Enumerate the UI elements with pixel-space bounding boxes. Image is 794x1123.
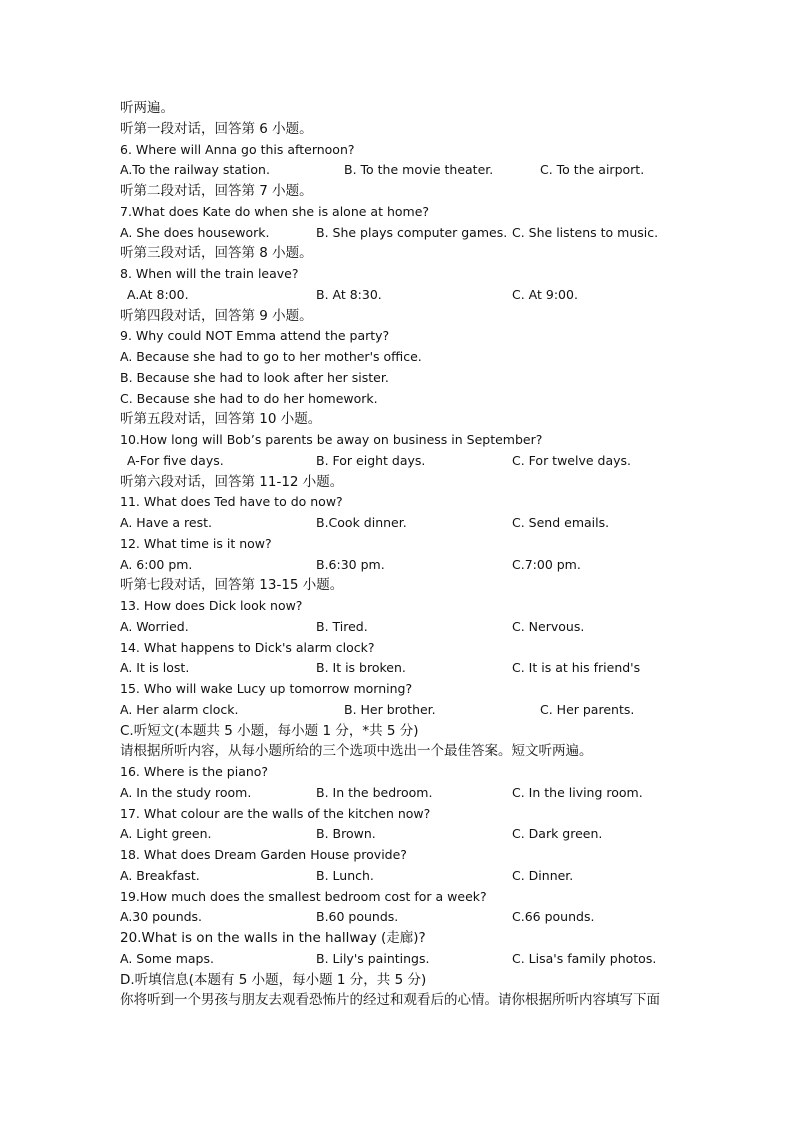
option-c: C. She listens to music. — [512, 224, 659, 240]
answer-options-row — [120, 658, 680, 678]
section-instruction — [120, 409, 680, 429]
option-c: C. Dinner. — [512, 867, 574, 883]
line-text: 8. When will the train leave? — [120, 266, 299, 281]
line-text: 你将听到一个男孩与朋友去观看恐怖片的经过和观看后的心情。请你根据所听内容填写下面 — [120, 992, 660, 1009]
option-a: A-For five days. — [127, 452, 224, 468]
section-instruction — [120, 990, 680, 1010]
line-text: 13. How does Dick look now? — [120, 598, 303, 613]
option-a: A.To the railway station. — [120, 162, 270, 178]
line-text: 听两遍。 — [120, 100, 174, 116]
option-c: C. Send emails. — [512, 515, 610, 530]
line-text: 14. What happens to Dick's alarm clock? — [120, 639, 375, 655]
section-instruction — [120, 472, 680, 492]
line-text: 18. What does Dream Garden House provide? — [120, 847, 407, 862]
section-instruction — [120, 306, 680, 326]
question-text — [120, 887, 680, 907]
question-text — [120, 430, 680, 450]
line-text: 20.What is on the walls in the hallway (走廊)? — [120, 930, 426, 946]
line-text: A. Because she had to go to her mother's office. — [120, 349, 422, 364]
line-text: 15. Who will wake Lucy up tomorrow morning? — [120, 681, 413, 696]
answer-options-row — [120, 907, 680, 927]
option-a: A. Her alarm clock. — [120, 701, 239, 717]
option-a: A. In the study room. — [120, 784, 252, 800]
option-c: C. Lisa's family photos. — [512, 950, 657, 966]
answer-options-row — [120, 824, 680, 844]
option-c: C. In the living room. — [512, 784, 643, 800]
option-b: B.60 pounds. — [316, 909, 399, 925]
line-text: 听第五段对话，回答第 10 小题。 — [120, 411, 322, 428]
option-a: A. 6:00 pm. — [120, 556, 193, 572]
option-b: B.6:30 pm. — [316, 556, 385, 572]
option-a: A. She does housework. — [120, 224, 270, 240]
line-text: 17. What colour are the walls of the kitchen now? — [120, 805, 431, 821]
line-text: B. Because she had to look after her sister. — [120, 369, 389, 385]
line-text: 19.How much does the smallest bedroom cost for a week? — [120, 888, 487, 904]
line-text: 11. What does Ted have to do now? — [120, 494, 343, 510]
option-b: B. In the bedroom. — [316, 784, 433, 800]
line-text: D.听填信息(本题有 5 小题，每小题 1 分，共 5 分) — [120, 971, 427, 988]
option-c: C. It is at his friend's — [512, 660, 641, 676]
option-a: A.30 pounds. — [120, 909, 203, 925]
section-instruction — [120, 98, 680, 118]
option-c: C. Dark green. — [512, 826, 603, 842]
question-text — [120, 326, 680, 346]
section-instruction — [120, 575, 680, 595]
question-text — [120, 492, 680, 512]
option-b: B. It is broken. — [316, 660, 406, 676]
answer-options-row — [120, 451, 680, 471]
option-b: B.Cook dinner. — [316, 515, 407, 530]
option-b: B. Tired. — [316, 618, 368, 634]
answer-options-row — [120, 949, 680, 969]
line-text: 听第一段对话，回答第 6 小题。 — [120, 120, 313, 137]
section-instruction — [120, 741, 680, 761]
question-text — [120, 347, 680, 367]
line-text: 12. What time is it now? — [120, 535, 272, 551]
option-c: C. To the airport. — [540, 162, 645, 178]
line-text: 听第四段对话，回答第 9 小题。 — [120, 307, 313, 324]
answer-options-row — [120, 513, 680, 533]
question-text — [120, 368, 680, 388]
question-text — [120, 202, 680, 222]
line-text: 听第三段对话，回答第 8 小题。 — [120, 245, 313, 262]
section-instruction — [120, 119, 680, 139]
answer-options-row — [120, 866, 680, 886]
line-text: C. Because she had to do her homework. — [120, 390, 378, 406]
option-b: B. To the movie theater. — [344, 162, 494, 178]
line-text: 16. Where is the piano? — [120, 764, 269, 779]
option-a: A. Light green. — [120, 826, 212, 842]
section-instruction — [120, 721, 680, 741]
section-instruction — [120, 181, 680, 201]
question-text — [120, 264, 680, 284]
option-a: A. Have a rest. — [120, 515, 212, 530]
line-text: 听第二段对话，回答第 7 小题。 — [120, 183, 313, 199]
option-c: C. For twelve days. — [512, 452, 632, 468]
option-c: C. Nervous. — [512, 618, 585, 634]
line-text: 10.How long will Bob’s parents be away on business in September? — [120, 432, 543, 447]
answer-options-row — [120, 160, 680, 180]
section-instruction — [120, 970, 680, 990]
option-c: C. Her parents. — [540, 701, 635, 717]
answer-options-row — [120, 617, 680, 637]
question-text — [120, 762, 680, 782]
question-text — [120, 389, 680, 409]
option-c: C.66 pounds. — [512, 909, 595, 925]
option-c: C.7:00 pm. — [512, 556, 581, 572]
line-text: 9. Why could NOT Emma attend the party? — [120, 328, 390, 344]
question-text — [120, 534, 680, 554]
line-text: 7.What does Kate do when she is alone at home? — [120, 203, 430, 219]
option-a: A. It is lost. — [120, 660, 190, 676]
option-b: B. At 8:30. — [316, 286, 382, 302]
answer-options-row — [120, 223, 680, 243]
option-b: B. Lunch. — [316, 867, 374, 883]
answer-options-row — [120, 783, 680, 803]
section-instruction — [120, 928, 680, 948]
option-c: C. At 9:00. — [512, 286, 578, 302]
question-text — [120, 804, 680, 824]
section-instruction — [120, 243, 680, 263]
line-text: 请根据所听内容，从每小题所给的三个选项中选出一个最佳答案。短文听两遍。 — [120, 743, 593, 760]
line-text: 听第七段对话，回答第 13-15 小题。 — [120, 577, 344, 594]
option-a: A. Some maps. — [120, 950, 214, 966]
line-text: C.听短文(本题共 5 小题，每小题 1 分，*共 5 分) — [120, 722, 419, 739]
option-a: A. Breakfast. — [120, 867, 200, 883]
option-b: B. For eight days. — [316, 452, 426, 468]
question-text — [120, 140, 680, 160]
option-a: A.At 8:00. — [127, 286, 189, 302]
question-text — [120, 596, 680, 616]
option-b: B. Brown. — [316, 826, 376, 842]
question-text — [120, 638, 680, 658]
option-a: A. Worried. — [120, 618, 189, 634]
line-text: 听第六段对话，回答第 11-12 小题。 — [120, 473, 344, 490]
line-text: 6. Where will Anna go this afternoon? — [120, 141, 355, 157]
answer-options-row — [120, 700, 680, 720]
question-text — [120, 679, 680, 699]
answer-options-row — [120, 555, 680, 575]
answer-options-row — [120, 285, 680, 305]
question-text — [120, 845, 680, 865]
option-b: B. Lily's paintings. — [316, 950, 430, 966]
option-b: B. She plays computer games. — [316, 224, 508, 240]
option-b: B. Her brother. — [344, 701, 436, 717]
